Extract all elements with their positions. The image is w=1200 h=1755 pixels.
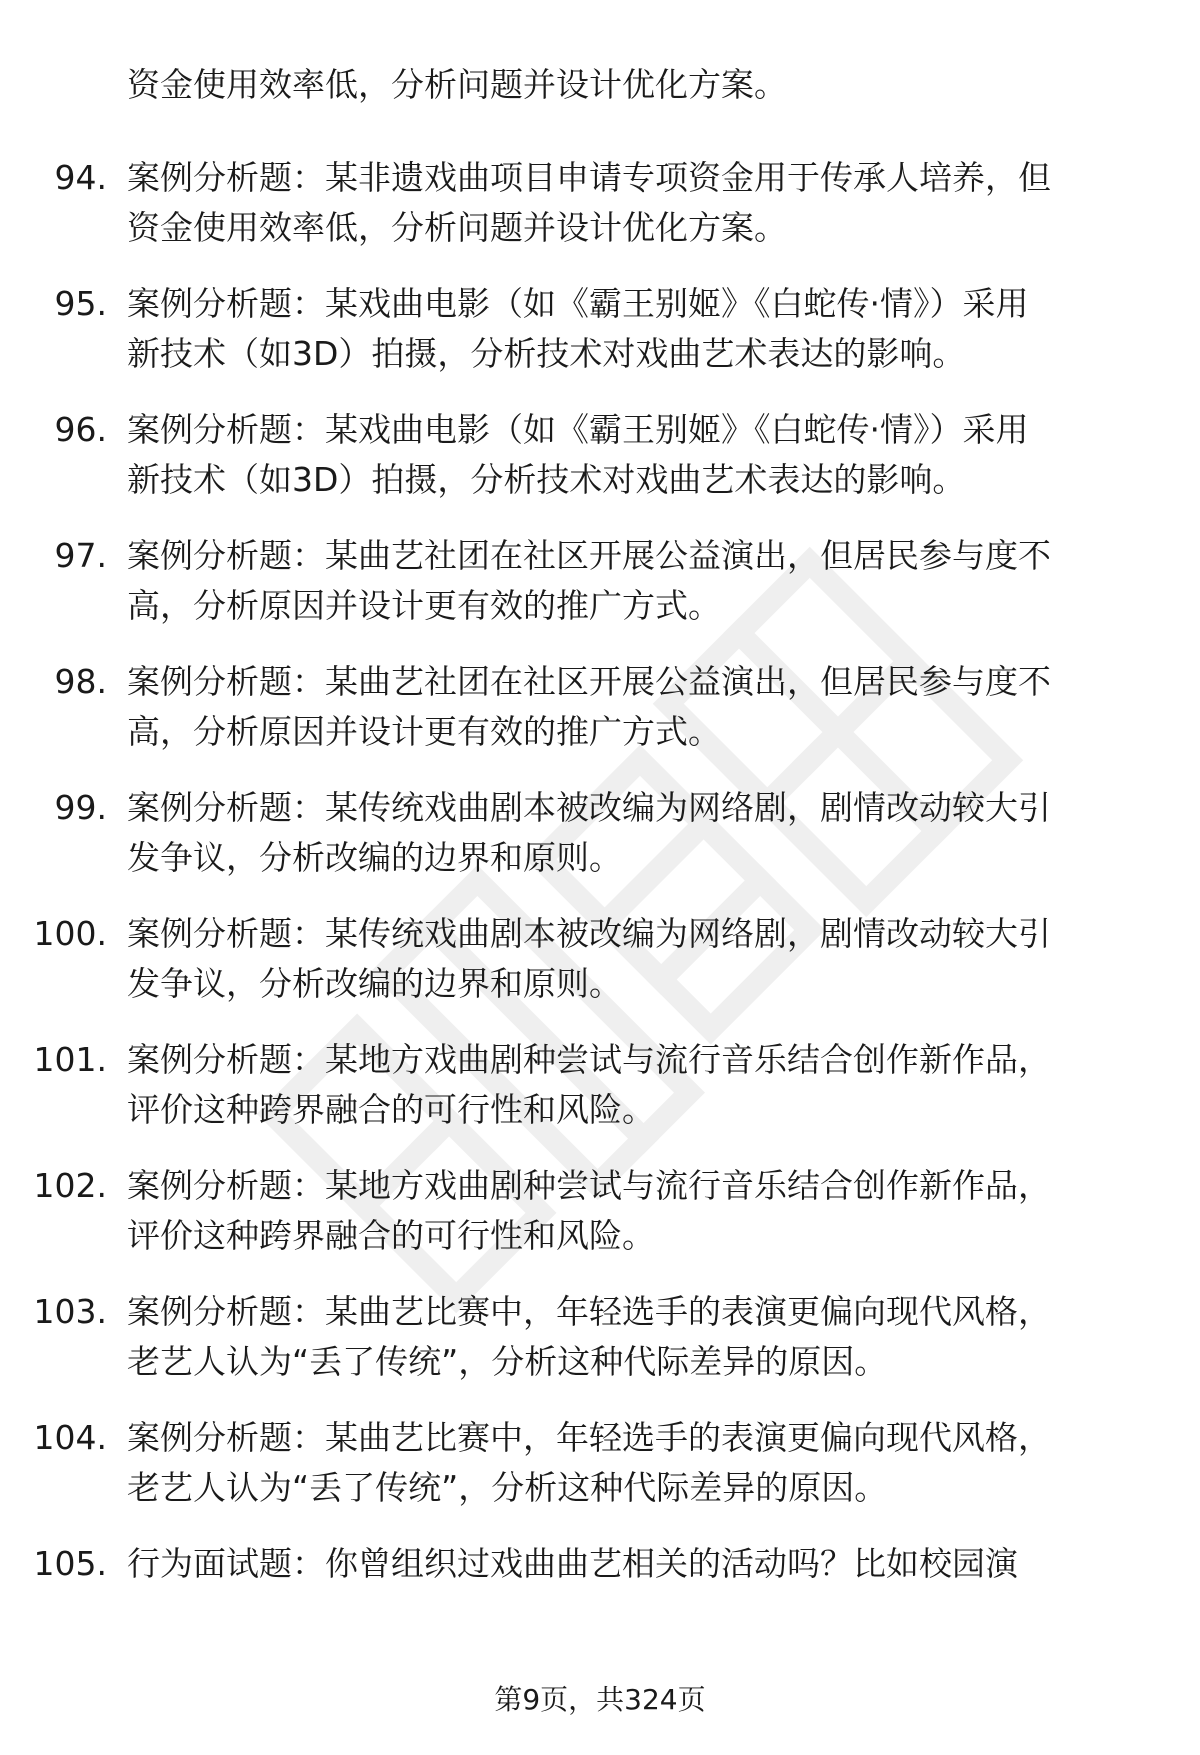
question-item bbox=[0, 783, 1200, 909]
question-text-line: 案例分析题：某地方戏曲剧种尝试与流行音乐结合创作新作品， bbox=[127, 1040, 1051, 1079]
question-number: 94. bbox=[54, 158, 107, 197]
question-text bbox=[127, 1035, 1147, 1135]
question-number: 103. bbox=[33, 1292, 107, 1331]
question-item bbox=[0, 1413, 1200, 1539]
question-item bbox=[0, 153, 1200, 279]
question-number: 95. bbox=[54, 284, 107, 323]
question-text-line: 案例分析题：某曲艺比赛中，年轻选手的表演更偏向现代风格， bbox=[127, 1418, 1051, 1457]
question-text-line: 资金使用效率低，分析问题并设计优化方案。 bbox=[127, 208, 787, 247]
question-text bbox=[127, 531, 1147, 631]
question-item bbox=[0, 1539, 1200, 1665]
question-text-line: 发争议，分析改编的边界和原则。 bbox=[127, 964, 622, 1003]
question-number: 100. bbox=[33, 914, 107, 953]
continued-question-text: 资金使用效率低，分析问题并设计优化方案。 bbox=[127, 65, 787, 104]
question-text-line: 案例分析题：某传统戏曲剧本被改编为网络剧，剧情改动较大引 bbox=[127, 788, 1051, 827]
question-item bbox=[0, 279, 1200, 405]
question-text bbox=[127, 909, 1147, 1009]
question-text-line: 案例分析题：某非遗戏曲项目申请专项资金用于传承人培养，但 bbox=[127, 158, 1051, 197]
question-text-line: 评价这种跨界融合的可行性和风险。 bbox=[127, 1216, 655, 1255]
question-text bbox=[127, 657, 1147, 757]
page-footer: 第9页，共324页 bbox=[494, 1683, 706, 1716]
question-item bbox=[0, 405, 1200, 531]
question-number: 97. bbox=[54, 536, 107, 575]
question-text-line: 新技术（如3D）拍摄，分析技术对戏曲艺术表达的影响。 bbox=[127, 460, 966, 499]
question-text-line: 行为面试题：你曾组织过戏曲曲艺相关的活动吗？比如校园演 bbox=[127, 1544, 1018, 1583]
question-text-line: 案例分析题：某地方戏曲剧种尝试与流行音乐结合创作新作品， bbox=[127, 1166, 1051, 1205]
question-text bbox=[127, 153, 1147, 253]
question-item bbox=[0, 1161, 1200, 1287]
question-number: 102. bbox=[33, 1166, 107, 1205]
question-text-line: 高，分析原因并设计更有效的推广方式。 bbox=[127, 586, 721, 625]
question-text-line: 案例分析题：某传统戏曲剧本被改编为网络剧，剧情改动较大引 bbox=[127, 914, 1051, 953]
question-text bbox=[127, 783, 1147, 883]
question-item bbox=[0, 909, 1200, 1035]
question-text-line: 案例分析题：某曲艺社团在社区开展公益演出，但居民参与度不 bbox=[127, 536, 1051, 575]
question-number: 105. bbox=[33, 1544, 107, 1583]
question-text bbox=[127, 279, 1147, 379]
question-item bbox=[0, 657, 1200, 783]
question-text bbox=[127, 405, 1147, 505]
question-text-line: 新技术（如3D）拍摄，分析技术对戏曲艺术表达的影响。 bbox=[127, 334, 966, 373]
question-text-line: 评价这种跨界融合的可行性和风险。 bbox=[127, 1090, 655, 1129]
question-text-line: 案例分析题：某曲艺比赛中，年轻选手的表演更偏向现代风格， bbox=[127, 1292, 1051, 1331]
question-text-line: 发争议，分析改编的边界和原则。 bbox=[127, 838, 622, 877]
question-number: 101. bbox=[33, 1040, 107, 1079]
question-text-line: 案例分析题：某戏曲电影（如《霸王别姬》《白蛇传·情》）采用 bbox=[127, 284, 1029, 323]
question-text-line: 老艺人认为“丢了传统”，分析这种代际差异的原因。 bbox=[127, 1468, 888, 1507]
question-number: 99. bbox=[54, 788, 107, 827]
question-text bbox=[127, 1539, 1147, 1589]
question-item bbox=[0, 531, 1200, 657]
question-item bbox=[0, 1035, 1200, 1161]
question-text-line: 高，分析原因并设计更有效的推广方式。 bbox=[127, 712, 721, 751]
question-number: 98. bbox=[54, 662, 107, 701]
question-number: 96. bbox=[54, 410, 107, 449]
question-number: 104. bbox=[33, 1418, 107, 1457]
question-text bbox=[127, 1161, 1147, 1261]
question-list bbox=[0, 153, 1200, 1665]
question-item bbox=[0, 1287, 1200, 1413]
question-text-line: 案例分析题：某曲艺社团在社区开展公益演出，但居民参与度不 bbox=[127, 662, 1051, 701]
question-text-line: 老艺人认为“丢了传统”，分析这种代际差异的原因。 bbox=[127, 1342, 888, 1381]
question-text bbox=[127, 1413, 1147, 1513]
question-text-line: 案例分析题：某戏曲电影（如《霸王别姬》《白蛇传·情》）采用 bbox=[127, 410, 1029, 449]
question-text bbox=[127, 1287, 1147, 1387]
